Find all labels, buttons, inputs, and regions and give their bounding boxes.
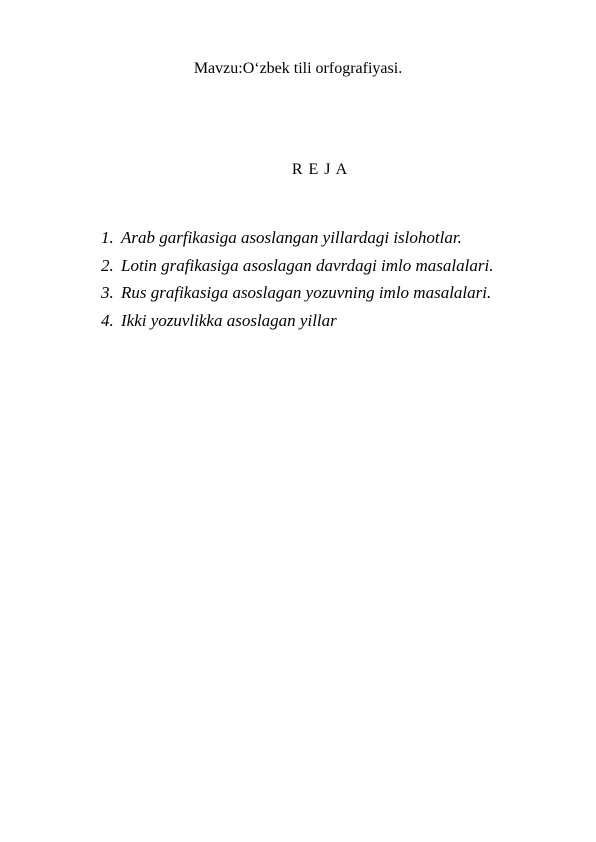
topic-heading: Mavzu:O‘zbek tili orfografiyasi.: [193, 60, 403, 77]
list-item-text: Lotin grafikasiga asoslagan davrdagi imlo masalalari.: [121, 255, 494, 275]
list-item-number: 2.: [101, 255, 114, 275]
list-item: [101, 252, 552, 280]
list-item-text: Arab garfikasiga asoslangan yillardagi islohotlar.: [121, 228, 462, 247]
plan-title: R E J A: [291, 161, 349, 178]
list-item-text: Rus grafikasiga asoslagan yozuvning imlo masalalari.: [121, 283, 492, 302]
list-item: [101, 307, 552, 335]
list-item-number: 3.: [101, 283, 114, 302]
list-item-number: 4.: [101, 310, 114, 330]
plan-list: [101, 224, 552, 334]
list-item: [101, 279, 552, 307]
list-item-text: Ikki yozuvlikka asoslagan yillar: [121, 310, 337, 330]
list-item-number: 1.: [101, 228, 114, 247]
list-item: [101, 224, 552, 252]
